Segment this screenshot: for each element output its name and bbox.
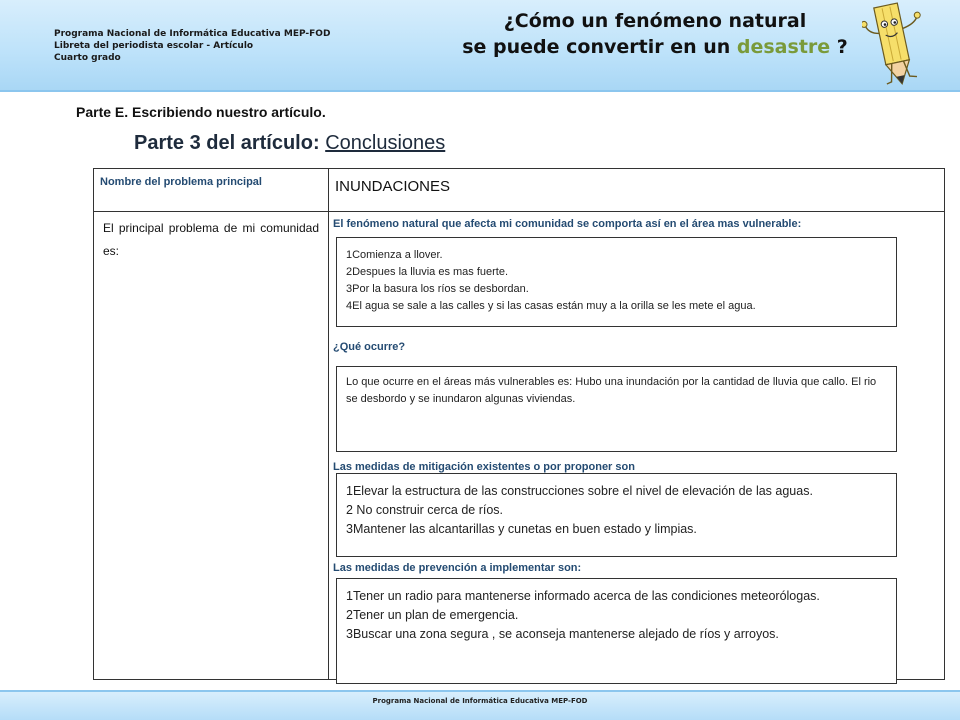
question-what-happens: ¿Qué ocurre?	[333, 341, 406, 353]
section-label: Parte E. Escribiendo nuestro artículo.	[76, 104, 326, 120]
question-mitigation: Las medidas de mitigación existentes o por proponer son	[333, 461, 635, 473]
answer-line: 1Comienza a llover.	[346, 249, 443, 261]
answer-line: 3Mantener las alcantarillas y cunetas en buen estado y limpias.	[346, 522, 697, 536]
answer-line: 1Tener un radio para mantenerse informado acerca de las condiciones meteorólogas.	[346, 589, 820, 603]
program-name: Programa Nacional de Informática Educativa MEP-FOD	[54, 29, 331, 39]
title-line-2	[440, 34, 870, 60]
part-title	[134, 132, 445, 155]
answer-line: 3Por la basura los ríos se desbordan.	[346, 283, 529, 295]
table-body-label-cell	[93, 211, 329, 680]
footer-text: Programa Nacional de Informática Educativa MEP-FOD	[372, 697, 588, 705]
table-header-label-cell	[93, 168, 329, 212]
part-title-underlined: Conclusiones	[325, 132, 446, 154]
answer-line: 2Despues la lluvia es mas fuerte.	[346, 266, 509, 278]
footer-band	[0, 690, 960, 720]
problem-name-value: INUNDACIONES	[335, 178, 451, 195]
program-info	[54, 28, 330, 64]
part-title-text: Parte 3 del artículo:	[134, 132, 320, 154]
answer-line: 2Tener un plan de emergencia.	[346, 608, 519, 622]
pencil-mascot-icon	[862, 0, 932, 95]
title-line-1: ¿Cómo un fenómeno natural	[503, 10, 807, 32]
question-prevention: Las medidas de prevención a implementar son:	[333, 562, 582, 574]
notebook-name: Libreta del periodista escolar - Artículo	[54, 41, 254, 51]
page-title	[440, 8, 870, 60]
answer-box-behavior	[336, 237, 897, 327]
question-behavior: El fenómeno natural que afecta mi comunidad se comporta así en el área mas vulnerable:	[333, 218, 802, 230]
main-problem-label: El principal problema de mi comunidad es:	[103, 221, 319, 258]
answer-line: 3Buscar una zona segura , se aconseja mantenerse alejado de ríos y arroyos.	[346, 627, 779, 641]
answer-line: 1Elevar la estructura de las construcciones sobre el nivel de elevación de las aguas.	[346, 484, 813, 498]
answer-box-prevention	[336, 578, 897, 684]
problem-name-label: Nombre del problema principal	[100, 176, 262, 188]
answer-line: 4El agua se sale a las calles y si las casas están muy a la orilla se les mete el agua.	[346, 300, 756, 312]
title-line-2-prefix: se puede convertir en un	[462, 36, 737, 58]
grade-level: Cuarto grado	[54, 53, 121, 63]
answer-line: 2 No construir cerca de ríos.	[346, 503, 504, 517]
title-accent-word: desastre	[736, 36, 831, 58]
answer-box-mitigation	[336, 473, 897, 557]
answer-box-what-happens: Lo que ocurre en el áreas más vulnerables es: Hubo una inundación por la cantidad de lluvia que callo. El rio se desbordo y se inundaron algunas viviendas.	[336, 366, 897, 452]
title-line-2-suffix: ?	[830, 36, 848, 58]
